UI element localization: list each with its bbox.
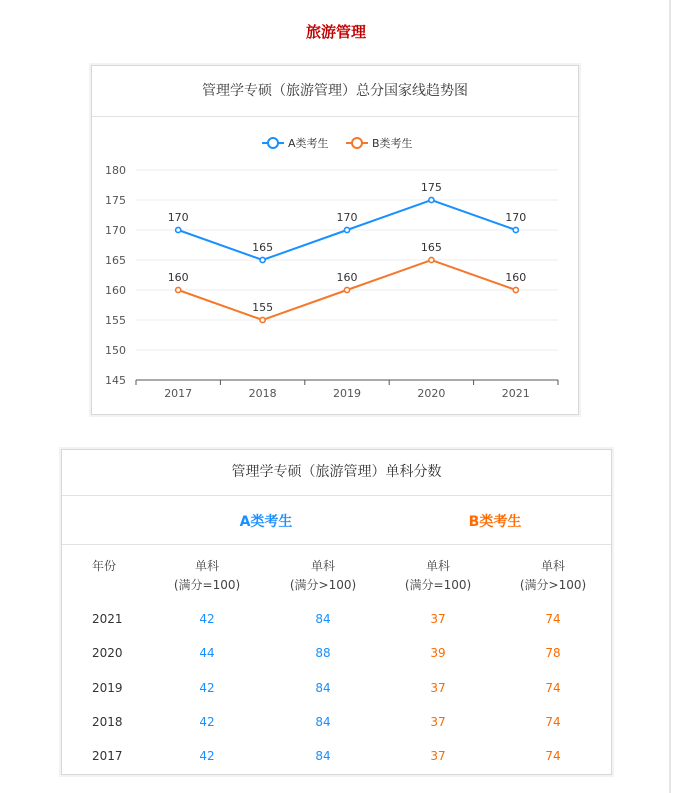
- data-point: [176, 287, 181, 292]
- row-score: 42: [199, 715, 215, 729]
- table-title: 管理学专硕（旅游管理）单科分数: [62, 450, 611, 496]
- data-label: 165: [252, 241, 274, 254]
- x-tick-label: 2018: [248, 387, 277, 400]
- row-score: 42: [199, 749, 215, 763]
- row-score: 74: [545, 749, 561, 763]
- row-score: 74: [545, 715, 561, 729]
- data-point: [260, 257, 265, 262]
- data-point: [429, 257, 434, 262]
- data-label: 175: [420, 181, 442, 194]
- y-tick-label: 170: [105, 224, 126, 237]
- row-score: 42: [199, 681, 215, 695]
- data-label: 170: [505, 211, 527, 224]
- row-score: 37: [430, 749, 446, 763]
- x-tick-label: 2019: [333, 387, 361, 400]
- year-column-header: [92, 557, 152, 576]
- column-header-line1: 年份: [92, 559, 117, 573]
- score-column-header: [268, 557, 378, 595]
- data-point: [429, 197, 434, 202]
- x-tick-label: 2017: [164, 387, 193, 400]
- score-column-header: [498, 557, 608, 595]
- row-score: 37: [430, 681, 446, 695]
- chart-card: [91, 65, 579, 415]
- row-score: 74: [545, 612, 561, 626]
- x-tick-label: 2021: [501, 387, 530, 400]
- column-header-line1: 单科: [425, 559, 450, 573]
- data-label: 170: [167, 211, 189, 224]
- row-year: 2019: [92, 681, 123, 695]
- data-label: 160: [167, 271, 189, 284]
- y-tick-label: 175: [105, 194, 126, 207]
- page-right-border: [669, 0, 671, 793]
- y-tick-label: 180: [105, 164, 126, 177]
- y-tick-label: 155: [105, 314, 126, 327]
- x-tick-label: 2020: [417, 387, 446, 400]
- row-score: 37: [430, 612, 446, 626]
- data-label: 160: [505, 271, 527, 284]
- row-score: 78: [545, 646, 561, 660]
- y-tick-label: 165: [105, 254, 126, 267]
- data-point: [344, 287, 349, 292]
- data-point: [513, 287, 518, 292]
- group-a-label: A类考生: [239, 514, 293, 530]
- row-score: 74: [545, 681, 561, 695]
- data-point: [344, 227, 349, 232]
- y-tick-label: 145: [105, 374, 126, 387]
- row-year: 2018: [92, 715, 123, 729]
- y-tick-label: 160: [105, 284, 126, 297]
- row-year: 2017: [92, 749, 123, 763]
- legend-label: A类考生: [288, 137, 329, 150]
- column-header-line2: (满分>100): [519, 578, 587, 592]
- score-column-header: [383, 557, 493, 595]
- data-point: [176, 227, 181, 232]
- column-header-line2: (满分>100): [289, 578, 357, 592]
- row-score: 37: [430, 715, 446, 729]
- column-header-line2: (满分=100): [404, 578, 472, 592]
- row-score: 84: [315, 715, 331, 729]
- row-score: 39: [430, 646, 446, 660]
- row-score: 44: [199, 646, 215, 660]
- row-score: 84: [315, 612, 331, 626]
- data-label: 160: [336, 271, 358, 284]
- legend-swatch-marker: [268, 138, 278, 148]
- chart-title: 管理学专硕（旅游管理）总分国家线趋势图: [92, 66, 578, 117]
- legend-swatch-marker: [352, 138, 362, 148]
- row-score: 84: [315, 681, 331, 695]
- row-year: 2020: [92, 646, 123, 660]
- column-header-line1: 单科: [540, 559, 565, 573]
- group-header-row: [62, 496, 611, 545]
- data-point: [513, 227, 518, 232]
- row-score: 84: [315, 749, 331, 763]
- y-tick-label: 150: [105, 344, 126, 357]
- group-b-label: B类考生: [468, 514, 522, 530]
- data-label: 170: [336, 211, 358, 224]
- data-label: 155: [252, 301, 274, 314]
- page-title: 旅游管理: [305, 23, 366, 41]
- row-year: 2021: [92, 612, 123, 626]
- score-table-card: [61, 449, 612, 775]
- column-header-line1: 单科: [310, 559, 335, 573]
- legend-label: B类考生: [372, 137, 413, 150]
- line-chart: [92, 66, 580, 416]
- row-score: 88: [315, 646, 331, 660]
- column-header-line1: 单科: [194, 559, 219, 573]
- data-label: 165: [420, 241, 442, 254]
- data-point: [260, 317, 265, 322]
- column-header-line2: (满分=100): [173, 578, 241, 592]
- score-column-header: [152, 557, 262, 595]
- row-score: 42: [199, 612, 215, 626]
